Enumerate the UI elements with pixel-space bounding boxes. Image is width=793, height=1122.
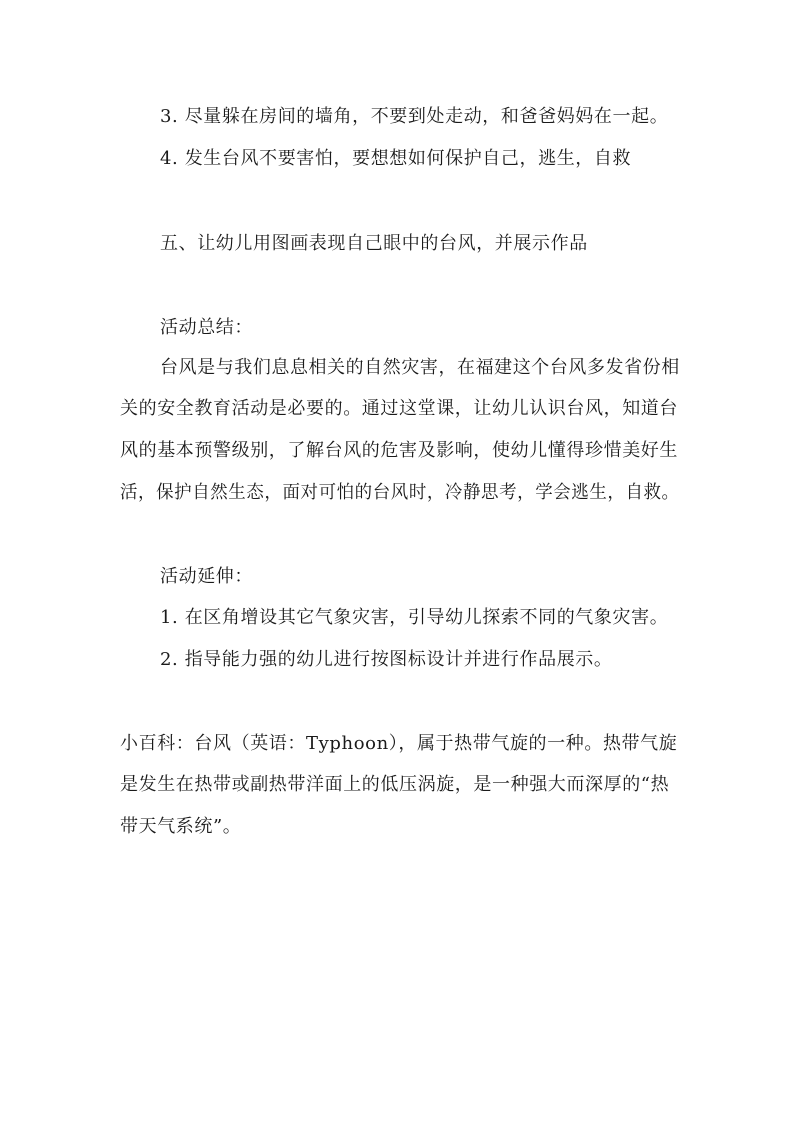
extension-item-2: 2. 指导能力强的幼儿进行按图标设计并进行作品展示。 xyxy=(160,649,613,670)
summary-line-3: 风的基本预警级别，了解台风的危害及影响，使幼儿懂得珍惜美好生 xyxy=(120,440,678,461)
extension-heading: 活动延伸： xyxy=(160,566,253,587)
summary-heading: 活动总结： xyxy=(160,317,253,338)
encyclopedia-line-2: 是发生在热带或副热带洋面上的低压涡旋，是一种强大而深厚的“热 xyxy=(120,774,670,795)
extension-item-1: 1. 在区角增设其它气象灾害，引导幼儿探索不同的气象灾害。 xyxy=(160,607,669,628)
summary-line-1: 台风是与我们息息相关的自然灾害，在福建这个台风多发省份相 xyxy=(160,357,680,378)
encyclopedia-line-1: 小百科：台风（英语：Typhoon），属于热带气旋的一种。热带气旋 xyxy=(120,733,678,754)
summary-line-4: 活，保护自然生态，面对可怕的台风时，冷静思考，学会逃生，自救。 xyxy=(120,482,680,503)
list-item-3: 3. 尽量躲在房间的墙角，不要到处走动，和爸爸妈妈在一起。 xyxy=(160,106,669,127)
encyclopedia-line-3: 带天气系统”。 xyxy=(120,816,242,837)
step-five-heading: 五、让幼儿用图画表现自己眼中的台风，并展示作品 xyxy=(160,233,588,254)
list-item-4: 4. 发生台风不要害怕，要想想如何保护自己，逃生，自救 xyxy=(160,148,632,169)
summary-line-2: 关的安全教育活动是必要的。通过这堂课，让幼儿认识台风，知道台 xyxy=(120,398,678,419)
